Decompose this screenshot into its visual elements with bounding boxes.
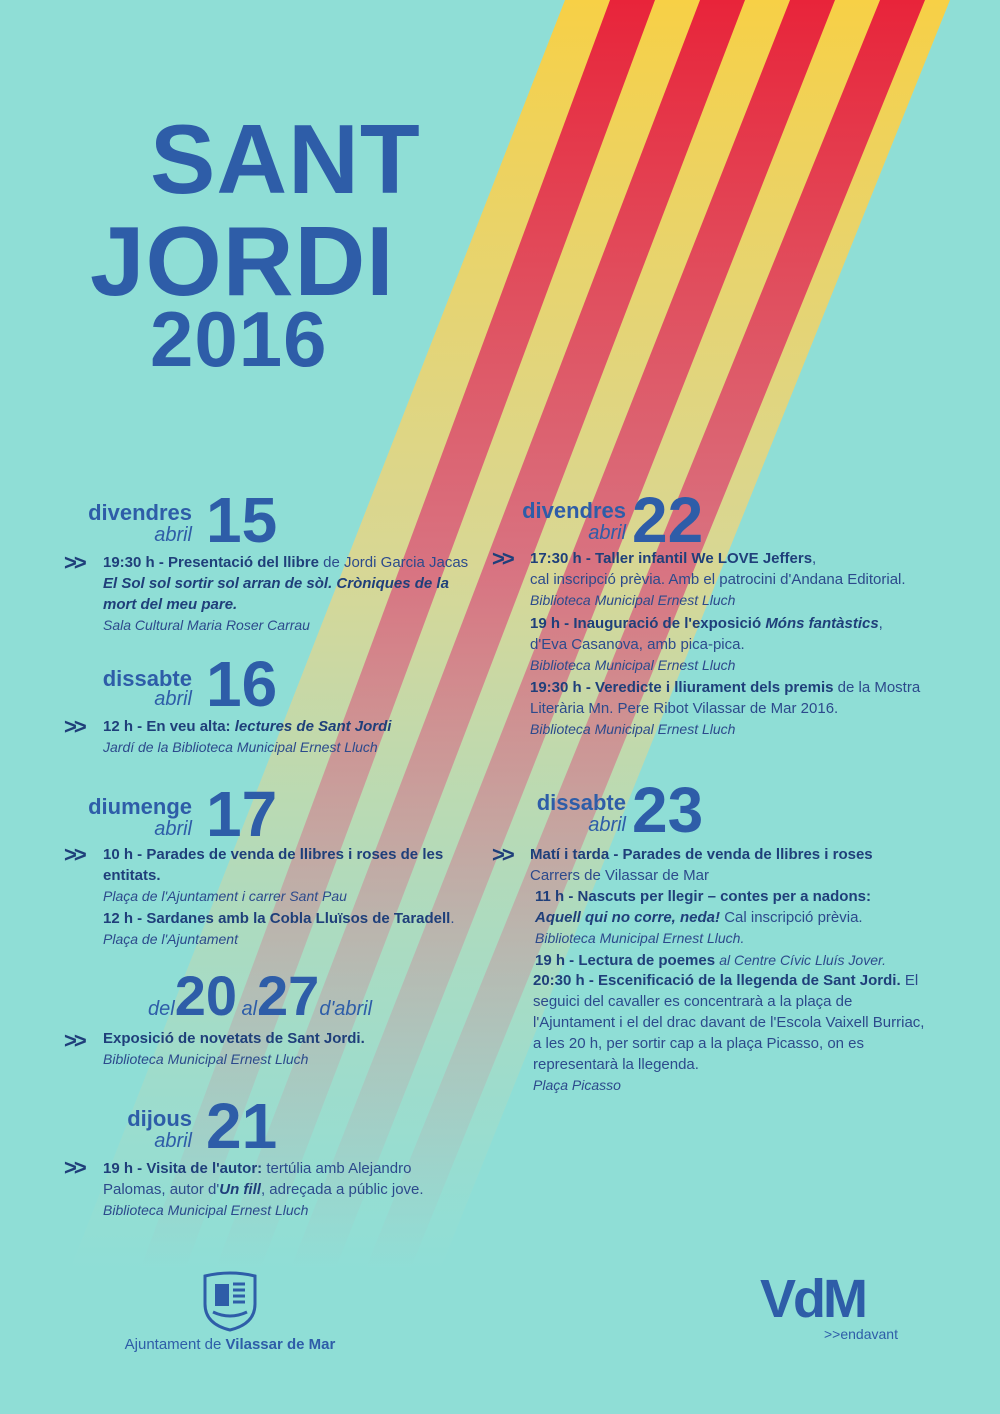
day-number: 16: [206, 648, 278, 720]
coat-of-arms-icon: [201, 1270, 259, 1332]
month: abril: [154, 524, 192, 546]
event-text: tertúlia amb Alejandro Palomas, autor d': [103, 1160, 412, 1198]
event-range: [103, 1028, 473, 1070]
event-d23a: [530, 844, 970, 886]
weekday: dissabte: [102, 666, 192, 691]
vdm-logo: [760, 1269, 898, 1342]
event-title: En veu alta:: [146, 718, 231, 735]
event-title: Sardanes amb la Cobla Lluïsos de Taradell: [146, 910, 451, 927]
event-time: 12 h -: [103, 910, 143, 927]
event-text: El seguici del cavaller es concentrarà a la plaça de l'Ajuntament i el del drac davant de l'Escola Vaixell Burriac, a les 20 h, per sortir cap a la plaça Picasso, on es representarà la llegenda.: [533, 972, 925, 1073]
event-location: Biblioteca Municipal Ernest Lluch: [530, 657, 736, 673]
event-text-2: , adreçada a públic jove.: [260, 1181, 424, 1198]
event-location: Biblioteca Municipal Ernest Lluch.: [535, 930, 745, 946]
event-title: Exposició de novetats de Sant Jordi.: [103, 1030, 365, 1047]
range-month: d'abril: [319, 998, 373, 1020]
day-number: 23: [632, 774, 704, 846]
weekday: dijous: [127, 1106, 192, 1131]
month: abril: [154, 688, 192, 710]
event-title: Parades de venda de llibres i roses de les entitats.: [103, 846, 444, 884]
event-location: Biblioteca Municipal Ernest Lluch: [103, 1051, 309, 1067]
event-d22c: [530, 677, 950, 740]
event-text: de: [323, 554, 340, 571]
event-title-italic: Aquell qui no corre, neda!: [535, 909, 721, 926]
event-time: 19 h -: [535, 952, 575, 969]
day-number: 21: [206, 1090, 278, 1162]
event-time: 19:30 h -: [530, 679, 591, 696]
event-d16: [103, 716, 478, 758]
event-location: al Centre Cívic Lluís Jover.: [719, 952, 887, 968]
month: abril: [154, 1130, 192, 1152]
event-time: 19 h -: [530, 615, 570, 632]
weekday: divendres: [88, 500, 192, 525]
event-d23d: [533, 970, 933, 1096]
event-text: Cal inscripció prèvia.: [724, 909, 863, 926]
event-text: d'Eva Casanova, amb pica-pica.: [530, 636, 745, 653]
bullet-arrow: >>: [64, 1155, 84, 1180]
event-d21: [103, 1158, 478, 1221]
bullet-arrow: >>: [492, 546, 512, 571]
event-time: 20:30 h -: [533, 972, 594, 989]
event-d23c: [535, 950, 975, 971]
event-title-italic: lectures de Sant Jordi: [234, 718, 392, 735]
bullet-arrow: >>: [64, 550, 84, 575]
day-number: 17: [206, 778, 278, 850]
event-d23b: [535, 886, 975, 949]
month: abril: [154, 818, 192, 840]
range-from: 20: [174, 964, 237, 1027]
title-line-1: SANT: [150, 104, 421, 214]
event-location: Biblioteca Municipal Ernest Lluch: [103, 1202, 309, 1218]
event-time: Matí i tarda -: [530, 846, 619, 863]
event-d22a: 17:30 h - Taller infantil We LOVE Jeffers, cal inscripció prèvia. Amb el patrocini d'Andana Editorial. Biblioteca Municipal Ernest Lluch: [530, 550, 906, 608]
event-title: Escenificació de la llegenda de Sant Jordi.: [598, 972, 901, 989]
event-location: Biblioteca Municipal Ernest Lluch: [530, 721, 736, 737]
event-time: 17:30 h -: [530, 550, 591, 567]
bullet-arrow: >>: [492, 842, 512, 867]
ajuntament-name: Vilassar de Mar: [225, 1336, 336, 1353]
event-title-italic: Móns fantàstics: [765, 615, 879, 632]
event-author: Jordi Garcia Jacas: [343, 554, 469, 571]
event-title: Veredicte i lliurament dels premis: [595, 679, 834, 696]
bullet-arrow: >>: [64, 1028, 84, 1053]
event-text: de la Mostra Literària Mn. Pere Ribot Vilassar de Mar 2016.: [530, 679, 921, 717]
event-d17b: 12 h - Sardanes amb la Cobla Lluïsos de Taradell. Plaça de l'Ajuntament: [103, 910, 455, 947]
event-title: Nascuts per llegir – contes per a nadons:: [577, 888, 871, 905]
event-title: Parades de venda de llibres i roses: [622, 846, 873, 863]
range-to: 27: [257, 964, 320, 1027]
weekday: divendres: [522, 498, 626, 523]
event-time: 11 h -: [535, 888, 574, 905]
event-location: Carrers de Vilassar de Mar: [530, 867, 709, 884]
event-location: Plaça de l'Ajuntament i carrer Sant Pau: [103, 888, 347, 904]
date-range-heading: [148, 964, 373, 1027]
event-time: 19:30 h -: [103, 554, 164, 571]
ajuntament-label: Ajuntament de: [124, 1336, 222, 1353]
event-location: Sala Cultural Maria Roser Carrau: [103, 617, 310, 633]
bullet-arrow: >>: [64, 714, 84, 739]
bullet-arrow: >>: [64, 842, 84, 867]
event-title: Visita de l'autor:: [146, 1160, 263, 1177]
event-d17a: [103, 844, 473, 907]
event-location: Jardí de la Biblioteca Municipal Ernest Lluch: [103, 739, 378, 755]
event-time: 19 h -: [103, 1160, 143, 1177]
event-time: 10 h -: [103, 846, 143, 863]
event-d22b: 19 h - Inauguració de l'exposició Móns fantàstics, d'Eva Casanova, amb pica-pica. Biblioteca Municipal Ernest Lluch: [530, 615, 883, 673]
event-title: Taller infantil We LOVE Jeffers: [595, 550, 813, 567]
event-title: Lectura de poemes: [578, 952, 716, 969]
event-location: Plaça Picasso: [533, 1077, 621, 1093]
event-book: El Sol sol sortir sol arran de sòl. Cròniques de la mort del meu pare.: [103, 575, 449, 613]
title-line-2: JORDI: [90, 206, 395, 316]
vdm-wordmark: VdM: [760, 1269, 865, 1329]
range-al: al: [241, 998, 258, 1020]
weekday: dissabte: [536, 790, 626, 815]
event-location: Plaça de l'Ajuntament: [103, 931, 238, 947]
event-location: Biblioteca Municipal Ernest Lluch: [530, 592, 736, 608]
weekday: diumenge: [88, 794, 192, 819]
ajuntament-logo: [115, 1270, 345, 1353]
month: abril: [588, 814, 626, 836]
month: abril: [588, 522, 626, 544]
event-text: cal inscripció prèvia. Amb el patrocini d'Andana Editorial.: [530, 571, 906, 588]
event-book: Un fill: [219, 1181, 261, 1198]
range-del: del: [148, 998, 175, 1020]
event-title: Presentació del llibre: [168, 554, 319, 571]
event-title: Inauguració de l'exposició: [573, 615, 762, 632]
vdm-tagline: >>endavant: [824, 1326, 898, 1342]
day-number: 15: [206, 484, 278, 556]
event-time: 12 h -: [103, 718, 143, 735]
day-number: 22: [632, 484, 704, 556]
title-line-3: 2016: [150, 295, 328, 383]
event-d15: [103, 552, 478, 636]
ajuntament-caption: [115, 1336, 345, 1353]
